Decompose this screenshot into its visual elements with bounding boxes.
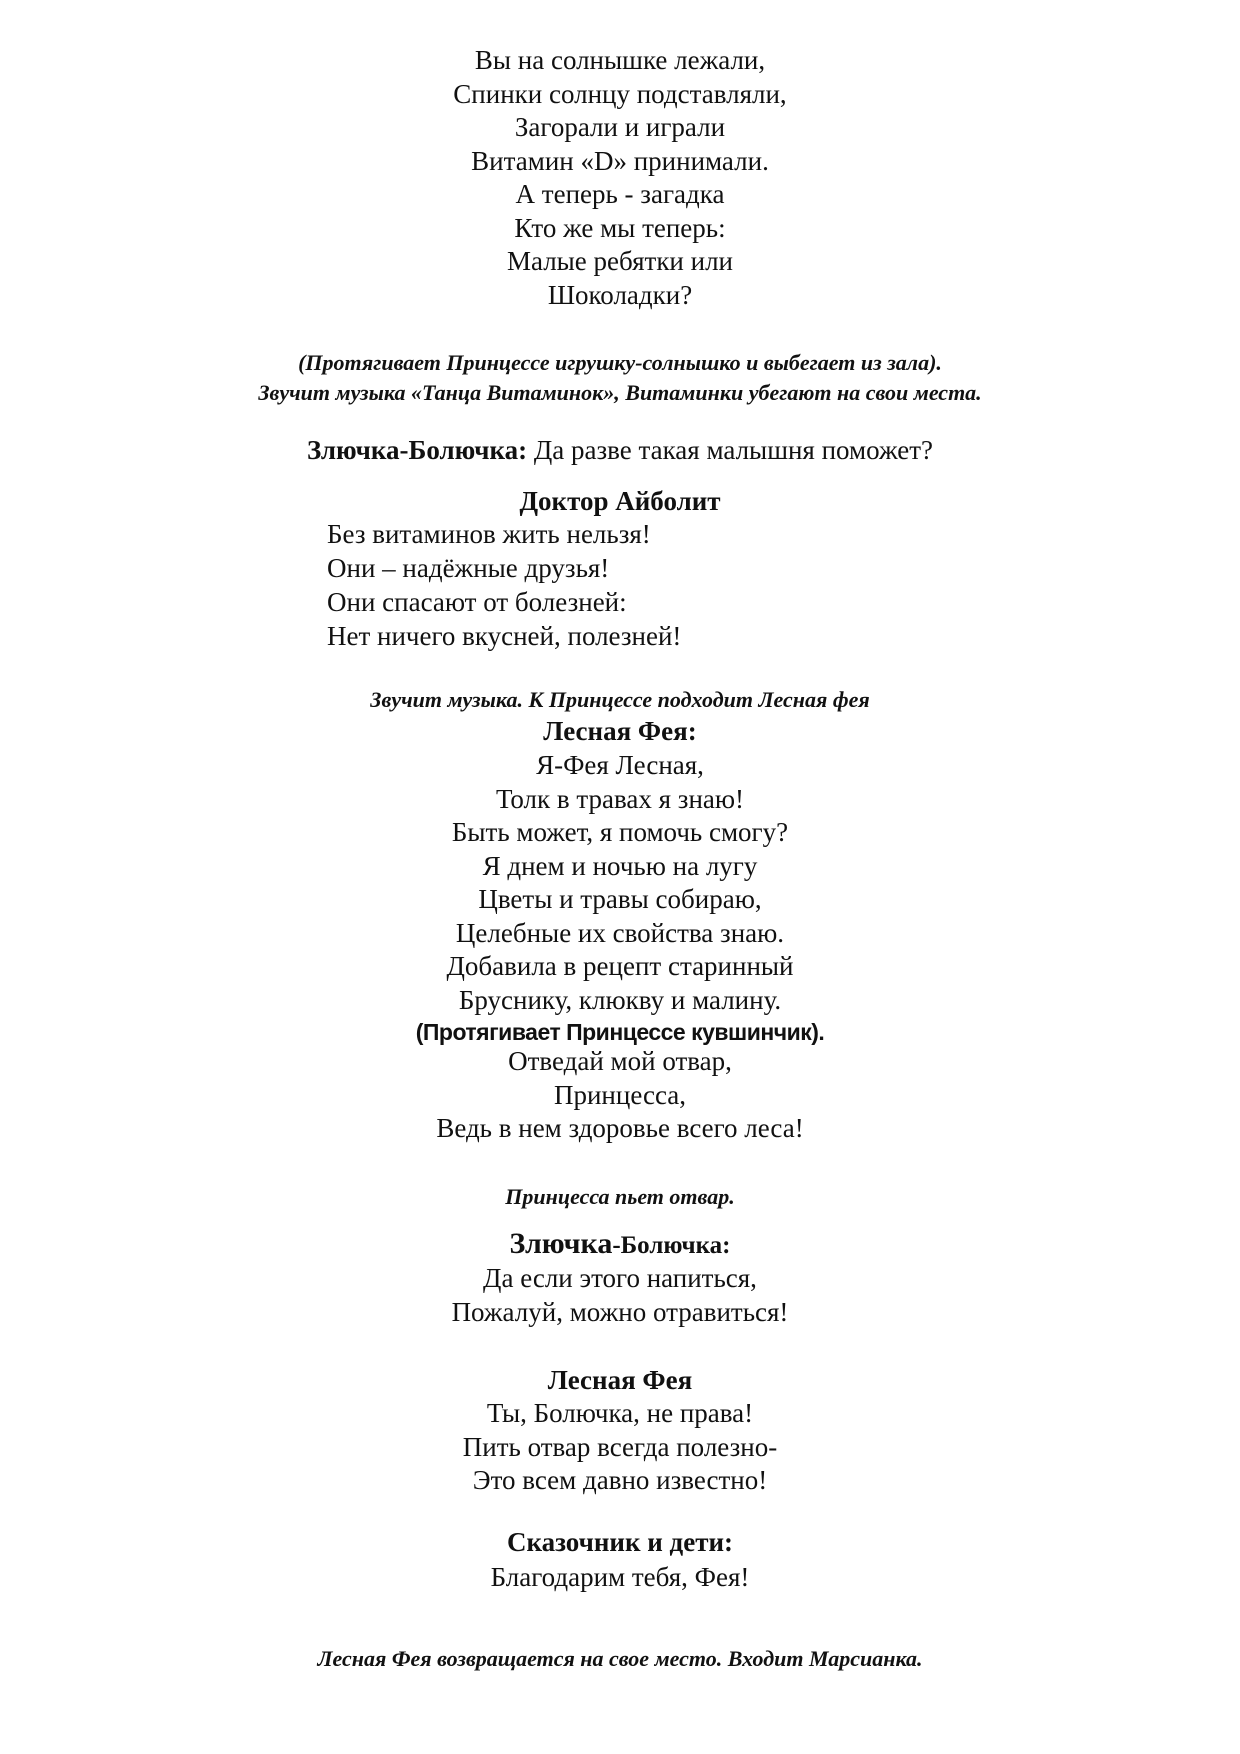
- verse-line: Отведай мой отвар,: [508, 1046, 732, 1076]
- verse-line: Вы на солнышке лежали,: [474, 45, 766, 75]
- storyteller-line: Благодарим тебя, Фея!: [490, 1562, 750, 1592]
- speaker-storyteller: Сказочник и дети:: [506, 1527, 734, 1557]
- speaker-aibolit: Доктор Айболит: [519, 486, 721, 516]
- verse-line: Я днем и ночью на лугу: [482, 850, 758, 881]
- verse-line: Пить отвар всегда полезно-: [462, 1431, 778, 1462]
- verse-line: Спинки солнцу подставляли,: [453, 78, 787, 109]
- verse-line: Малые ребятки или: [506, 246, 734, 276]
- verse-line: Да если этого напиться,: [483, 1263, 757, 1293]
- verse-line: Они спасают от болезней:: [327, 587, 627, 617]
- verse-line: Принцесса,: [553, 1079, 687, 1110]
- zlyuchka-verse: [0, 1262, 1240, 1329]
- verse-1: [0, 44, 1240, 312]
- zlyuchka-line: [0, 435, 1240, 466]
- verse-line: Это всем давно известно!: [472, 1465, 768, 1495]
- stage-line: (Протягивает Принцессе игрушку-солнышко и выбегает из зала).: [298, 350, 942, 375]
- verse-line: Бруснику, клюкву и малину.: [458, 984, 782, 1015]
- verse-line: Целебные их свойства знаю.: [455, 917, 785, 948]
- speaker-fairy: Лесная Фея:: [543, 716, 697, 746]
- verse-line: Витамин «D» принимали.: [471, 145, 769, 176]
- verse-line: Нет ничего вкусней, полезней!: [327, 621, 682, 651]
- verse-line: Ведь в нем здоровье всего леса!: [436, 1113, 804, 1143]
- speaker-fairy-2: Лесная Фея: [547, 1365, 693, 1395]
- zlyuchka-text: Да разве такая малышня поможет?: [527, 435, 934, 465]
- verse-line: Без витаминов жить нельзя!: [327, 519, 651, 549]
- stage-direction-3: Принцесса пьет отвар.: [505, 1184, 735, 1209]
- speaker-zlyuchka-2: [0, 1226, 1240, 1267]
- stage-direction-2: Звучит музыка. К Принцессе подходит Лесная фея: [370, 687, 870, 712]
- aside-jug: (Протягивает Принцессе кувшинчик).: [415, 1019, 825, 1045]
- fairy-verse-2: [0, 1045, 1240, 1146]
- verse-line: Загорали и играли: [514, 112, 726, 142]
- verse-line: Они – надёжные друзья!: [327, 553, 610, 583]
- verse-line: Ты, Болючка, не права!: [486, 1398, 754, 1428]
- verse-line: Цветы и травы собираю,: [478, 884, 762, 914]
- stage-line: Звучит музыка «Танца Витаминок», Витаминки убегают на свои места.: [258, 380, 982, 405]
- verse-line: Шоколадки?: [547, 279, 693, 310]
- speaker-name-part: -Болючка:: [612, 1232, 731, 1259]
- verse-line: Кто же мы теперь:: [514, 212, 726, 243]
- verse-line: Добавила в рецепт старинный: [446, 951, 794, 981]
- speaker-name-part: Злючка: [509, 1227, 613, 1260]
- fairy-verse-1: [0, 749, 1240, 1017]
- fairy-verse-3: [0, 1397, 1240, 1498]
- verse-line: Пожалуй, можно отравиться!: [451, 1296, 789, 1327]
- aibolit-verse: [327, 517, 681, 653]
- verse-line: Толк в травах я знаю!: [495, 783, 745, 814]
- stage-direction-4: Лесная Фея возвращается на свое место. Входит Марсианка.: [317, 1646, 923, 1671]
- speaker-zlyuchka: Злючка-Болючка:: [306, 435, 528, 465]
- verse-line: Быть может, я помочь смогу?: [451, 817, 789, 847]
- verse-line: А теперь - загадка: [515, 179, 725, 209]
- stage-direction-1: [0, 348, 1240, 408]
- verse-line: Я-Фея Лесная,: [536, 750, 704, 780]
